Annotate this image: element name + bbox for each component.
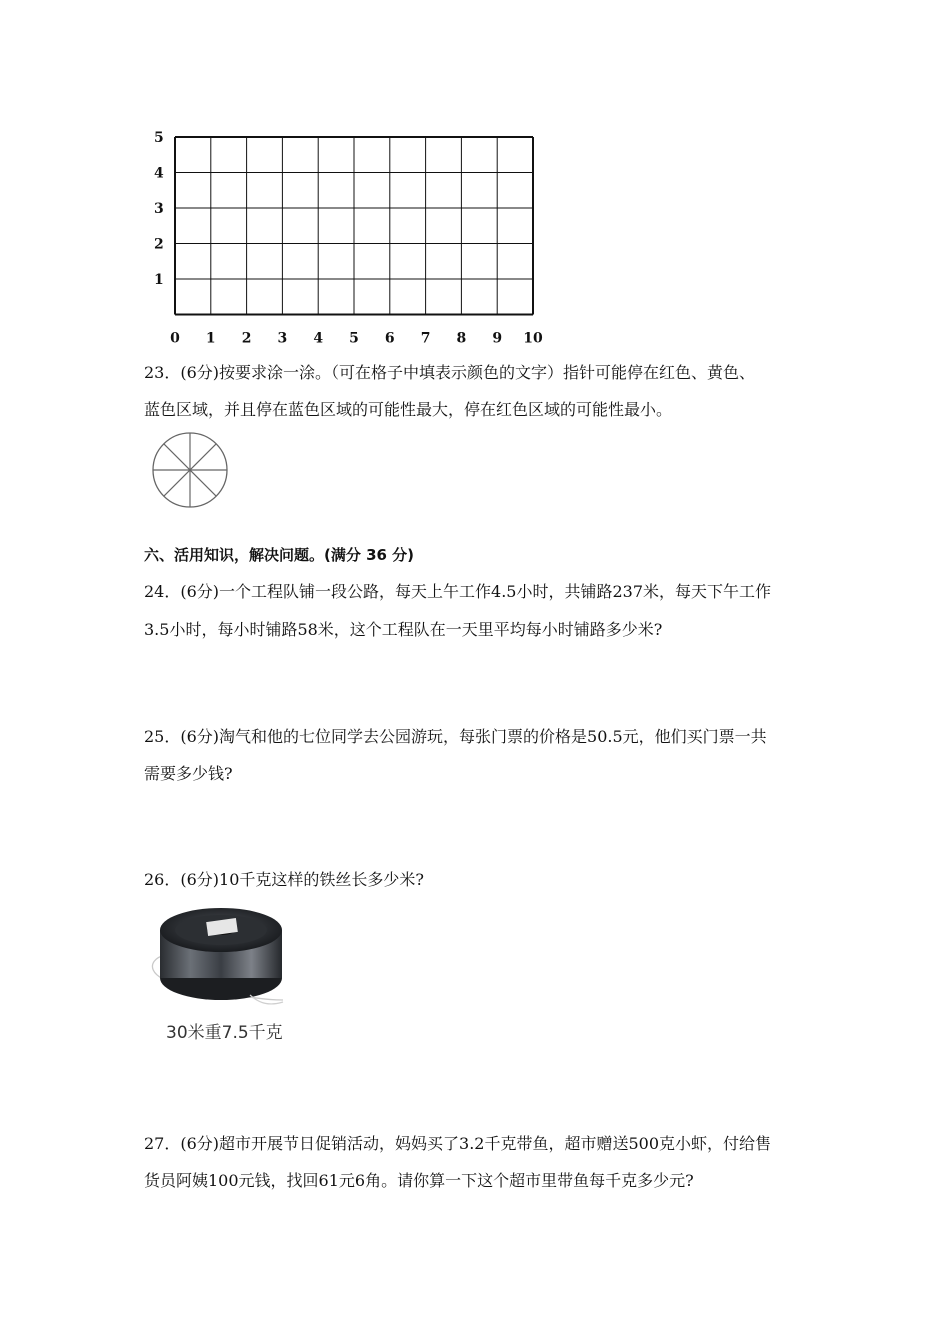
spinner-circle bbox=[148, 430, 232, 514]
question-24-line-1: 24．(6分)一个工程队铺一段公路，每天上午工作4.5小时，共铺路237米，每天下午工作 bbox=[144, 582, 772, 601]
x-axis-tick-label: 7 bbox=[420, 330, 431, 347]
question-27-line-1: 27．(6分)超市开展节日促销活动，妈妈买了3.2千克带鱼，超市赠送500克小虾，付给售 bbox=[144, 1134, 772, 1153]
y-axis-tick-label: 3 bbox=[154, 201, 164, 217]
question-23-line-1: 23．(6分)按要求涂一涂。（可在格子中填表示颜色的文字）指针可能停在红色、黄色、 bbox=[144, 363, 756, 382]
x-axis-tick-label: 8 bbox=[456, 330, 467, 347]
y-axis-tick-label: 4 bbox=[154, 165, 164, 182]
x-axis-tick-label: 2 bbox=[241, 330, 252, 347]
x-axis-tick-label: 10 bbox=[523, 330, 543, 347]
x-axis-tick-label: 9 bbox=[492, 330, 503, 347]
x-axis-tick-label: 1 bbox=[205, 330, 216, 347]
section-6-heading: 六、活用知识，解决问题。(满分 36 分) bbox=[144, 546, 415, 564]
x-axis-tick-label: 4 bbox=[313, 330, 324, 347]
question-24-line-2: 3.5小时，每小时铺路58米，这个工程队在一天里平均每小时铺路多少米? bbox=[144, 620, 663, 639]
coordinate-grid bbox=[140, 125, 560, 350]
question-27-line-2: 货员阿姨100元钱，找回61元6角。请你算一下这个超市里带鱼每千克多少元? bbox=[144, 1171, 694, 1190]
question-25-line-1: 25．(6分)淘气和他的七位同学去公园游玩，每张门票的价格是50.5元，他们买门票一共 bbox=[144, 727, 767, 746]
wire-spool-caption: 30米重7.5千克 bbox=[166, 1023, 283, 1043]
wire-spool-image bbox=[145, 900, 290, 1020]
y-axis-tick-label: 1 bbox=[154, 272, 164, 288]
y-axis-tick-label: 5 bbox=[154, 130, 164, 146]
x-axis-tick-label: 0 bbox=[170, 330, 180, 347]
x-axis-labels bbox=[170, 331, 543, 347]
question-26-line-1: 26．(6分)10千克这样的铁丝长多少米? bbox=[144, 870, 424, 889]
y-axis-labels bbox=[154, 130, 164, 288]
grid-lines bbox=[175, 137, 533, 315]
question-23-line-2: 蓝色区域，并且停在蓝色区域的可能性最大，停在红色区域的可能性最小。 bbox=[144, 400, 673, 419]
x-axis-tick-label: 5 bbox=[349, 330, 359, 347]
y-axis-tick-label: 2 bbox=[154, 236, 164, 253]
question-25-line-2: 需要多少钱? bbox=[144, 764, 233, 783]
x-axis-tick-label: 3 bbox=[277, 330, 288, 347]
x-axis-tick-label: 6 bbox=[384, 330, 395, 347]
